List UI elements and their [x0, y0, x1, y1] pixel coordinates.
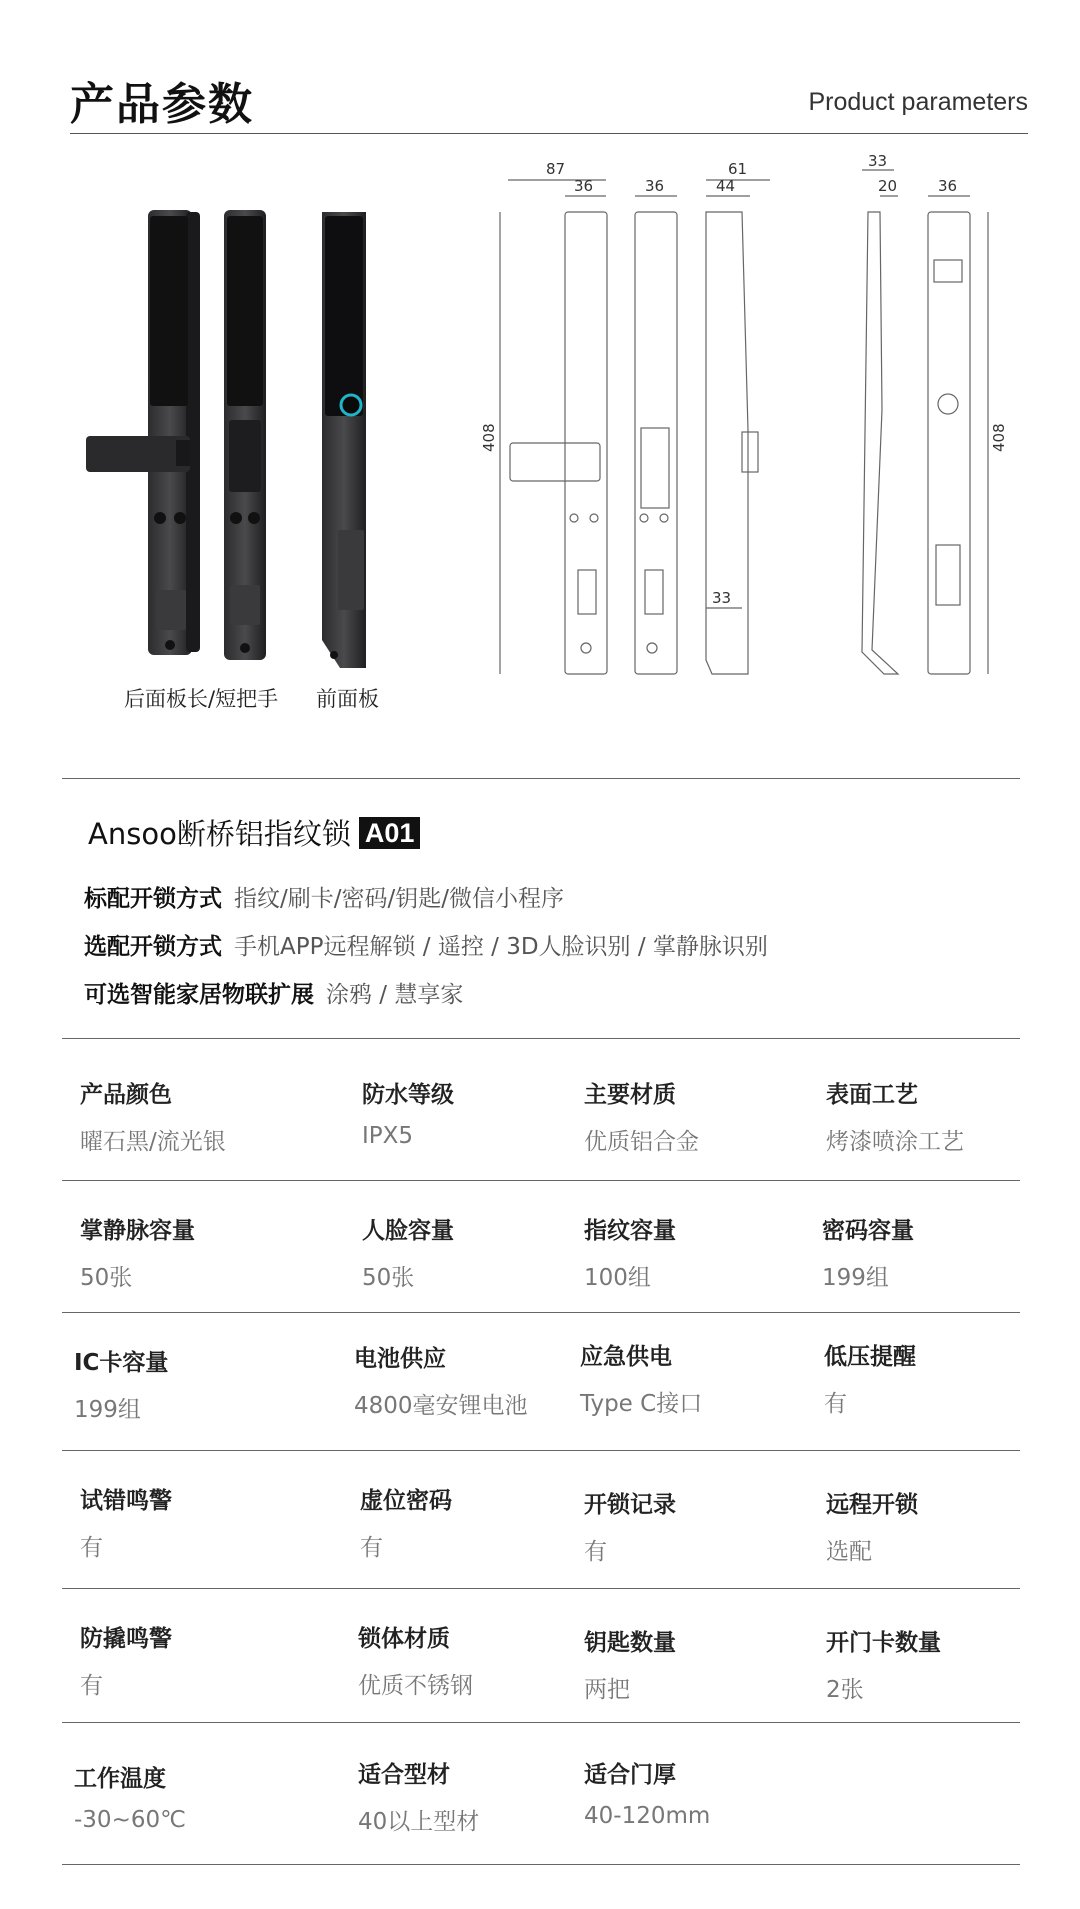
spec-value: 100组 — [584, 1265, 651, 1291]
spec-label: 防撬鸣警 — [80, 1626, 172, 1652]
product-name-text: Ansoo断桥铝指纹锁 — [88, 817, 351, 851]
feature-label: 选配开锁方式 — [84, 934, 222, 960]
spec-tamper-alarm — [80, 1620, 172, 1700]
spec-value: 4800毫安锂电池 — [354, 1393, 528, 1419]
divider — [62, 1450, 1020, 1451]
dim-33-top: 33 — [868, 152, 888, 170]
spec-value: 两把 — [584, 1677, 630, 1703]
product-name — [88, 812, 420, 853]
technical-drawing — [500, 170, 988, 674]
spec-value: 曜石黑/流光银 — [80, 1129, 226, 1155]
spec-label: 低压提醒 — [824, 1344, 916, 1370]
caption-front-panel: 前面板 — [316, 687, 379, 711]
page-title: 产品参数 — [70, 79, 254, 130]
spec-virtual-password — [360, 1482, 452, 1562]
dim-33-mid: 33 — [712, 589, 732, 607]
spec-value: IPX5 — [362, 1123, 414, 1149]
spec-value: 199组 — [74, 1397, 141, 1423]
spec-material — [584, 1076, 699, 1156]
rear-panel-image — [224, 210, 266, 660]
feature-value: 指纹/刷卡/密码/钥匙/微信小程序 — [234, 886, 564, 912]
spec-emergency-power — [580, 1338, 702, 1418]
dim-44: 44 — [716, 177, 736, 195]
dim-61: 61 — [728, 160, 748, 178]
spec-label: 指纹容量 — [584, 1218, 676, 1244]
spec-surface — [826, 1076, 964, 1156]
dim-408-right: 408 — [990, 423, 1008, 452]
spec-label: 主要材质 — [584, 1082, 676, 1108]
spec-label: 开锁记录 — [584, 1492, 676, 1518]
header-divider — [70, 133, 1028, 134]
divider — [62, 1038, 1020, 1039]
spec-label: 虚位密码 — [360, 1488, 452, 1514]
spec-value: 烤漆喷涂工艺 — [826, 1129, 964, 1155]
dim-408-left: 408 — [480, 423, 498, 452]
spec-value: 40以上型材 — [358, 1809, 480, 1835]
spec-label: IC卡容量 — [74, 1350, 169, 1376]
spec-face-capacity — [362, 1212, 454, 1292]
product-drawing — [0, 150, 1080, 750]
spec-lock-body-material — [358, 1620, 473, 1700]
spec-value: 40-120mm — [584, 1803, 711, 1829]
spec-color — [80, 1076, 226, 1156]
spec-value: -30~60℃ — [74, 1807, 186, 1833]
divider — [62, 1180, 1020, 1181]
spec-label: 人脸容量 — [362, 1218, 454, 1244]
spec-label: 密码容量 — [822, 1218, 914, 1244]
spec-label: 电池供应 — [354, 1346, 446, 1372]
divider — [62, 1588, 1020, 1589]
spec-waterproof — [362, 1076, 454, 1149]
spec-value: 50张 — [362, 1265, 415, 1291]
spec-value: 优质不锈钢 — [358, 1673, 473, 1699]
spec-label: 掌静脉容量 — [80, 1218, 195, 1244]
divider — [62, 778, 1020, 779]
spec-value: 有 — [80, 1535, 103, 1561]
spec-label: 钥匙数量 — [584, 1630, 676, 1656]
spec-value: 50张 — [80, 1265, 133, 1291]
page-subtitle: Product parameters — [808, 88, 1028, 116]
dim-87: 87 — [546, 160, 566, 178]
spec-label: 防水等级 — [362, 1082, 454, 1108]
feature-value: 手机APP远程解锁 / 遥控 / 3D人脸识别 / 掌静脉识别 — [234, 934, 768, 960]
caption-rear-panel: 后面板长/短把手 — [124, 687, 279, 711]
spec-label: 适合门厚 — [584, 1762, 676, 1788]
spec-value: 有 — [80, 1673, 103, 1699]
spec-label: 锁体材质 — [358, 1626, 450, 1652]
spec-label: 表面工艺 — [826, 1082, 918, 1108]
spec-door-thickness — [584, 1756, 710, 1829]
spec-password-capacity — [822, 1212, 914, 1292]
dim-36-c: 36 — [938, 177, 958, 195]
dim-36-a: 36 — [574, 177, 594, 195]
spec-low-voltage — [824, 1338, 916, 1418]
spec-value: 选配 — [826, 1539, 872, 1565]
spec-label: 远程开锁 — [826, 1492, 918, 1518]
feature-label: 标配开锁方式 — [84, 886, 222, 912]
spec-suitable-profile — [358, 1756, 479, 1836]
spec-value: 有 — [584, 1539, 607, 1565]
spec-unlock-record — [584, 1486, 676, 1566]
divider — [62, 1312, 1020, 1313]
spec-label: 工作温度 — [74, 1766, 166, 1792]
spec-value: Type C接口 — [580, 1391, 703, 1417]
spec-value: 2张 — [826, 1677, 864, 1703]
spec-ic-card-capacity — [74, 1344, 168, 1424]
spec-key-count — [584, 1624, 676, 1704]
dim-20: 20 — [878, 177, 898, 195]
feature-smart-home — [84, 976, 463, 1009]
spec-remote-unlock — [826, 1486, 918, 1566]
spec-label: 应急供电 — [580, 1344, 672, 1370]
front-panel-image — [322, 212, 366, 668]
spec-working-temp — [74, 1760, 186, 1833]
model-badge: A01 — [359, 817, 421, 849]
spec-door-card-count — [826, 1624, 941, 1704]
divider — [62, 1864, 1020, 1865]
dim-36-b: 36 — [645, 177, 665, 195]
feature-optional-unlock — [84, 928, 768, 961]
spec-label: 试错鸣警 — [80, 1488, 172, 1514]
spec-value: 有 — [360, 1535, 383, 1561]
spec-value: 有 — [824, 1391, 847, 1417]
feature-label: 可选智能家居物联扩展 — [84, 982, 314, 1008]
feature-value: 涂鸦 / 慧享家 — [326, 982, 464, 1008]
spec-palm-vein-capacity — [80, 1212, 195, 1292]
spec-battery — [354, 1340, 528, 1420]
spec-label: 产品颜色 — [80, 1082, 172, 1108]
spec-label: 适合型材 — [358, 1762, 450, 1788]
feature-standard-unlock — [84, 880, 564, 913]
spec-fingerprint-capacity — [584, 1212, 676, 1292]
divider — [62, 1722, 1020, 1723]
spec-label: 开门卡数量 — [826, 1630, 941, 1656]
rear-lock-image — [86, 210, 200, 655]
spec-value: 优质铝合金 — [584, 1129, 699, 1155]
spec-value: 199组 — [822, 1265, 889, 1291]
spec-trial-alarm — [80, 1482, 172, 1562]
